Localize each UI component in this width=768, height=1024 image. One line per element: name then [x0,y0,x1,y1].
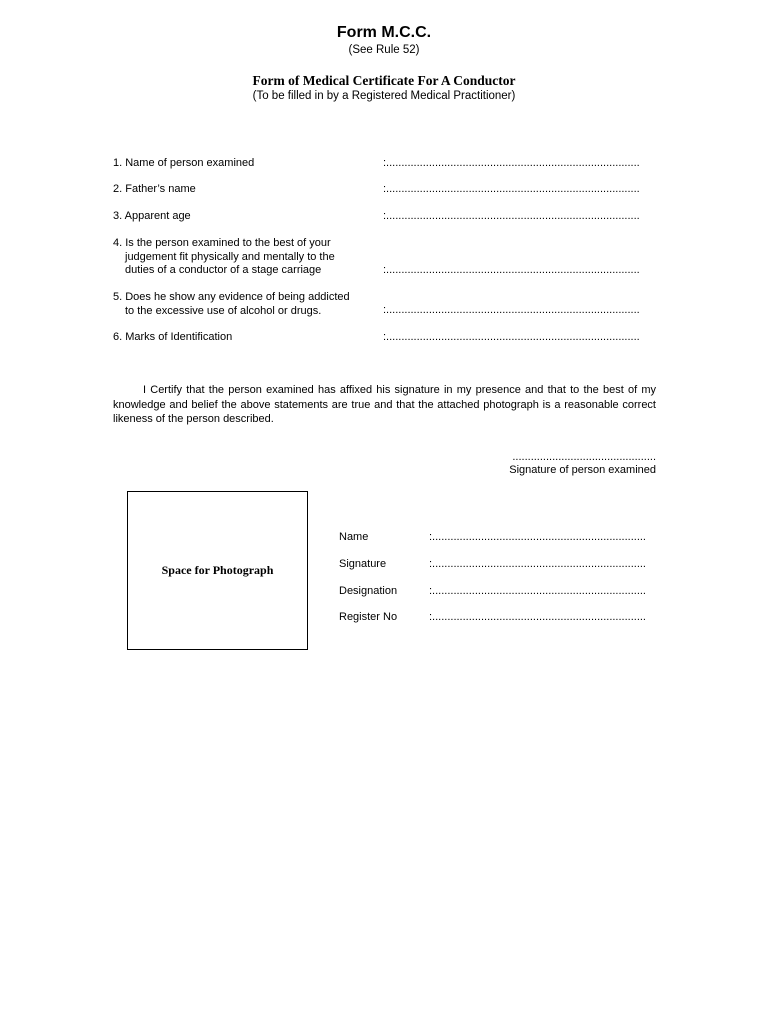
practitioner-designation-line[interactable]: :...................................................................... [429,585,646,597]
certificate-subheading: (To be filled in by a Registered Medical Practitioner) [252,90,516,102]
practitioner-designation-label: Designation [339,585,398,597]
item-label-continued: to the excessive use of alcohol or drugs. [125,304,322,317]
item-label: 1. Name of person examined [113,157,255,169]
certification-paragraph: I Certify that the person examined has affixed his signature in my presence and that to the best of my knowledge and belief the above statements are true and that the attached photograph is a reasonable correct likeness of the person described. [113,384,656,425]
item-label: 6. Marks of Identification [113,331,233,343]
item-fitness [113,237,378,278]
item-name-of-person [113,157,378,171]
practitioner-name-line[interactable]: :...................................................................... [429,531,646,543]
signature-line[interactable]: ............................................... [512,451,656,463]
answer-line-apparent-age[interactable]: :................................................................................... [383,210,640,222]
practitioner-register-line[interactable]: :...................................................................... [429,611,646,623]
item-label: 4. Is the person examined to the best of your [113,237,331,249]
item-marks-of-identification [113,331,378,345]
item-fathers-name [113,183,378,197]
answer-line-marks[interactable]: :................................................................................... [383,331,640,343]
practitioner-signature-label: Signature [339,558,387,570]
answer-line-fitness[interactable]: :................................................................................... [383,264,640,276]
item-label-continued: duties of a conductor of a stage carriage [125,264,322,276]
item-addiction [113,291,378,318]
photograph-label: Space for Photograph [161,563,274,577]
answer-line-addiction[interactable]: :................................................................................... [383,304,640,316]
item-label: 2. Father’s name [113,183,196,195]
answer-line-name[interactable]: :................................................................................... [383,157,640,169]
item-label: 5. Does he show any evidence of being addicted [113,291,350,303]
certificate-heading: Form of Medical Certificate For A Conductor [252,73,516,88]
item-apparent-age [113,210,378,224]
practitioner-signature-line[interactable]: :...................................................................... [429,558,646,570]
answer-line-fathers-name[interactable]: :................................................................................... [383,183,640,195]
item-label-continued: judgement fit physically and mentally to the [125,250,335,263]
signature-label: Signature of person examined [509,464,656,476]
item-label: 3. Apparent age [113,210,191,222]
practitioner-name-label: Name [339,531,369,543]
rule-reference: (See Rule 52) [348,44,420,56]
photograph-box[interactable] [127,491,308,650]
form-title: Form M.C.C. [336,24,432,41]
practitioner-register-label: Register No [339,611,398,623]
